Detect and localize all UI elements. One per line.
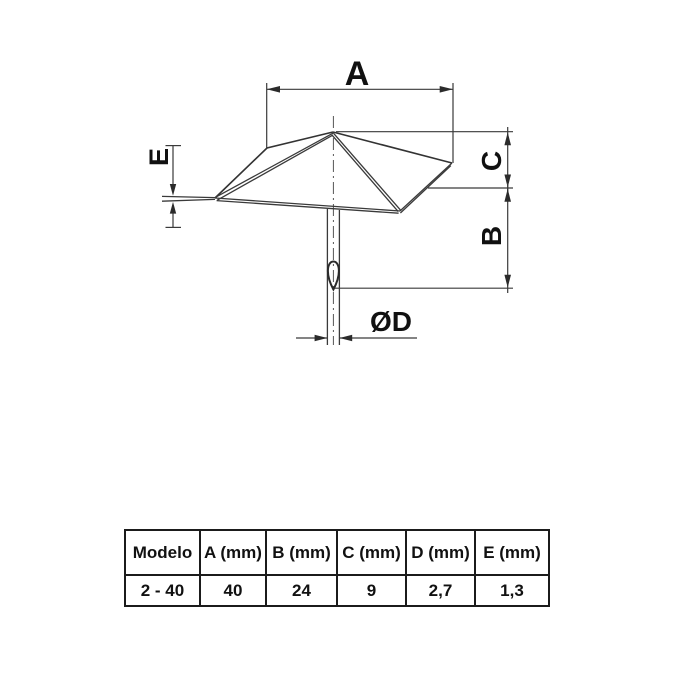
dim-label-c: C: [476, 150, 507, 172]
table-cell-c: 9: [337, 575, 406, 606]
table-cell-b: 24: [266, 575, 337, 606]
table-cell-a: 40: [200, 575, 266, 606]
pyramid-head: [162, 132, 452, 213]
dimension-e: [144, 146, 181, 228]
table-header-e: E (mm): [475, 530, 549, 575]
left-rim-edge-top: [162, 196, 215, 197]
left-rim-edge-bottom: [162, 199, 215, 201]
bottom-rim-upper: [215, 198, 400, 211]
dimensions-table: [124, 529, 550, 607]
dimension-b: [335, 183, 514, 293]
dim-label-b: B: [476, 225, 507, 247]
right-rim-upper: [400, 163, 452, 211]
arrowhead-up: [504, 189, 511, 202]
arrowhead-right: [315, 335, 328, 341]
dim-label-e: E: [144, 147, 174, 167]
arrowhead-up: [504, 132, 511, 145]
table-data-row: [125, 575, 549, 606]
table-header-c: C (mm): [337, 530, 406, 575]
arrowhead-left: [340, 335, 353, 341]
arrowhead-up: [170, 202, 176, 214]
table-cell-d: 2,7: [406, 575, 475, 606]
dim-label-d: ØD: [370, 306, 412, 337]
dimension-d: [296, 306, 417, 341]
arrowhead-right: [440, 86, 453, 93]
table-header-d: D (mm): [406, 530, 475, 575]
table-cell-modelo: 2 - 40: [125, 575, 200, 606]
ridge-front-outer: [334, 134, 401, 211]
head-outline-right: [333, 132, 452, 163]
table-header-a: A (mm): [200, 530, 266, 575]
table-cell-e: 1,3: [475, 575, 549, 606]
bottom-rim-lower: [217, 201, 399, 214]
ridge-left-inner: [217, 136, 332, 201]
arrowhead-down: [504, 275, 511, 288]
arrowhead-left: [267, 86, 280, 93]
arrowhead-down: [170, 184, 176, 196]
dimension-a: [267, 55, 453, 163]
ridge-left-outer: [215, 133, 333, 197]
dimension-c: [336, 127, 513, 193]
table-header-row: [125, 530, 549, 575]
right-rim-lower: [400, 166, 450, 213]
table-header-modelo: Modelo: [125, 530, 200, 575]
table-header-b: B (mm): [266, 530, 337, 575]
dim-label-a: A: [344, 55, 370, 93]
